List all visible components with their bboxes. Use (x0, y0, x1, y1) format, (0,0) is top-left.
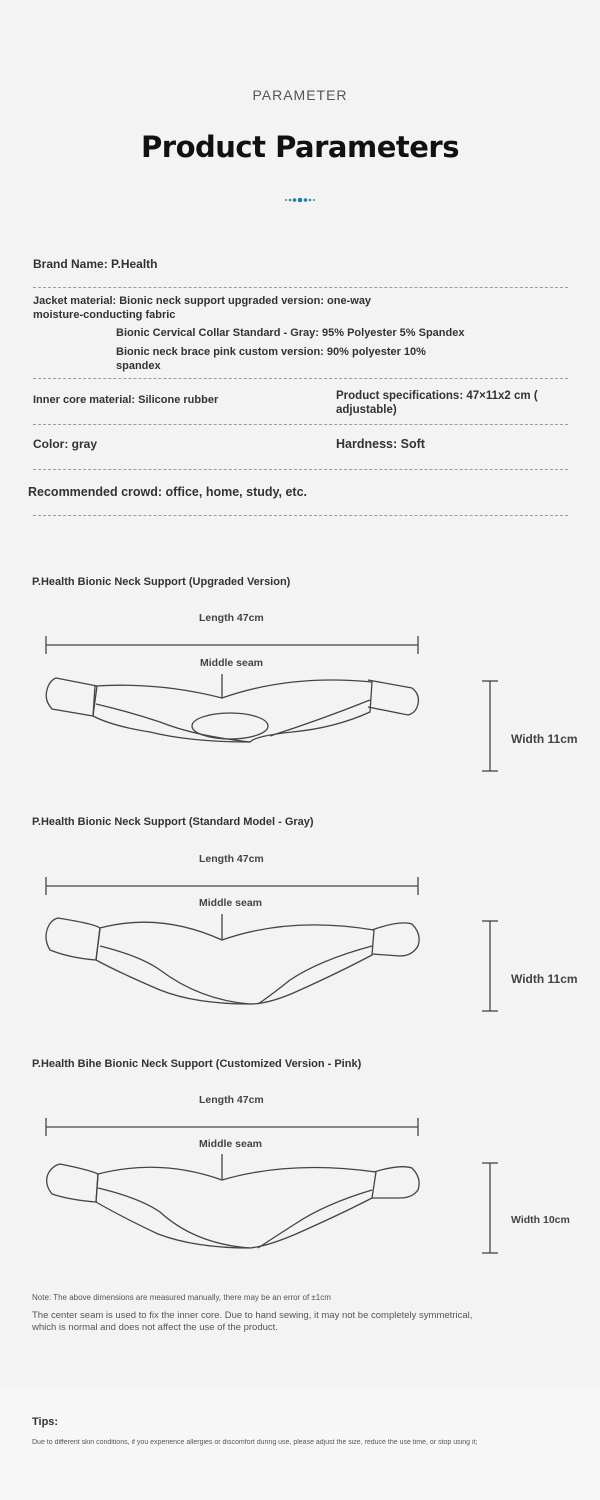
length-label: Length 47cm (199, 612, 264, 624)
width-label: Width 11cm (511, 972, 578, 986)
model-title-upgraded: P.Health Bionic Neck Support (Upgraded Version) (32, 576, 291, 588)
jacket-pink: Bionic neck brace pink custom version: 90% polyester 10% spandex (116, 346, 426, 372)
product-specifications: Product specifications: 47×11x2 cm ( adjustable) (336, 390, 538, 416)
color: Color: gray (33, 437, 98, 451)
inner-core-material: Inner core material: Silicone rubber (33, 394, 219, 406)
tips-label: Tips: (32, 1416, 59, 1428)
jacket-material: Jacket material: Bionic neck support upgraded version: one-way moisture-conducting fabric (33, 295, 372, 321)
divider (33, 424, 568, 425)
jacket-standard: Bionic Cervical Collar Standard - Gray: 95% Polyester 5% Spandex (116, 327, 465, 339)
length-label: Length 47cm (199, 853, 264, 865)
divider (33, 469, 568, 470)
tips-text: Due to different skin conditions, if you experience allergies or discomfort during use, please adjust the size, reduce the use time, or stop using it; (32, 1439, 478, 1446)
seam-label: Middle seam (199, 1138, 263, 1150)
section-kicker: PARAMETER (252, 87, 348, 103)
divider (33, 515, 568, 516)
width-label: Width 11cm (511, 732, 578, 746)
divider (33, 378, 568, 379)
width-label: Width 10cm (511, 1214, 570, 1226)
length-label: Length 47cm (199, 1094, 264, 1106)
seam-label: Middle seam (200, 657, 264, 669)
decorative-dots-icon (283, 194, 319, 206)
neck-support-diagram-upgraded (0, 620, 600, 780)
brand-name: Brand Name: P.Health (33, 257, 158, 271)
measurement-note: Note: The above dimensions are measured manually, there may be an error of ±1cm (32, 1293, 331, 1302)
recommended-crowd: Recommended crowd: office, home, study, etc. (28, 485, 308, 499)
seam-note: The center seam is used to fix the inner core. Due to hand sewing, it may not be completely symmetrical, which is normal and does not affect the use of the product. (32, 1310, 473, 1333)
seam-label: Middle seam (199, 897, 263, 909)
model-title-standard: P.Health Bionic Neck Support (Standard Model - Gray) (32, 816, 314, 828)
divider (33, 287, 568, 288)
neck-support-diagram-pink (0, 1110, 600, 1260)
hardness: Hardness: Soft (336, 437, 425, 451)
page-title: Product Parameters (141, 130, 459, 164)
model-title-pink: P.Health Bihe Bionic Neck Support (Customized Version - Pink) (32, 1058, 362, 1070)
neck-support-diagram-standard (0, 870, 600, 1020)
